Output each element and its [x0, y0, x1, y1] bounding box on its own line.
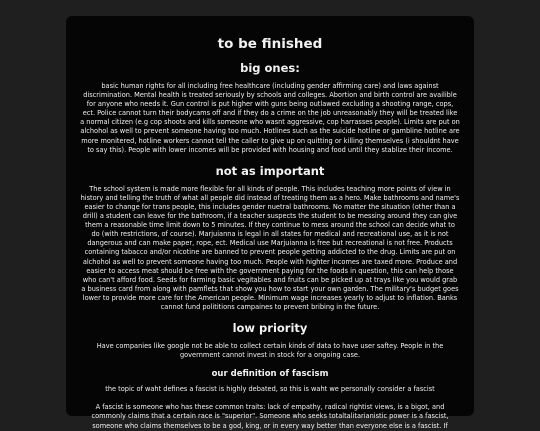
page-content	[66, 16, 474, 431]
section-heading-not-as-important: not as important	[215, 163, 325, 178]
section-body-big-ones: basic human rights for all including free healthcare (including gender affirming care) and laws against discrimination. Mental health is treated seriously by schools and colleges. Abortion and birth control are availible for anyone who needs it. Gun control is put higher with guns being outlawed excluding a shooting range, cops, ect. Police cannot turn their bodycams off and if they do a crime on the job unreasonably they will be treated like a normal citizen (e.g cop shoots and kills someone who wasnt aggressive, cop harrasses people). Limits are put on alchohol as well to prevent someone having too much. Hotlines such as the suicide hotline or gambline hotline are more monitered, hotline workers cannot tell the caller to give up on quitting or killing themselves (i shouldnt have to say this). People with lower incomes will be provided with housing and food until they stablize their income.	[80, 82, 460, 154]
section-heading-low-priority: low priority	[232, 321, 308, 336]
section-heading-big-ones: big ones:	[240, 61, 300, 75]
fascism-heading: our definition of fascism	[211, 369, 329, 380]
fascism-intro: the topic of waht defines a fascist is highly debated, so this is waht we personally consider a fascist	[105, 385, 435, 394]
page-card	[66, 16, 474, 430]
section-body-not-as-important: The school system is made more flexible for all kinds of people. This includes teaching more points of view in history and telling the truth of what all people did instead of treating them as a hero. Make bathrooms and name's easier to change for trans people, this includes gender nuetral bathrooms. No matter the situation (other than a drill) a student can leave for the bathroom, if a teacher suspects the student to be messing around they can give them a reasonable time limit down to 5 minutes. If they continue to mess around the school can decide what to do (with restrictions, of course). Marjuianna is legal in all states for medical and recreational use, as it is not dangerous and can make paper, rope, ect. Medical use Marjuianna is free but recreational is not free. Products containing tabacco and/or nicotine are banned to prevent people getting addicted to the drug. Limits are put on alchohol as well to prevent someone having too much. People with highter incomes are taxed more. Produce and easier to access meat should be free with the government paying for the foods in question, this can help those who can't afford food. Seeds for farming basic vegitables and fruits can be picked up at trays like you would grab a business card from along with pamflets that show you how to start your own garden. The military's budget goes lower to provide more care for the American people. Minimum wage increases yearly to adjust to inflation. Banks cannot fund polititions campaines to prevent bribing in the future.	[80, 184, 460, 311]
section-body-low-priority: Have companies like google not be able to collect certain kinds of data to have user saftey. People in the government cannot invest in stock for a ongoing case.	[96, 342, 444, 360]
page-title: to be finished	[217, 36, 323, 52]
fascism-body: A fascist is someone who has these common traits: lack of empathy, radical rightist views, is a bigot, and commonly claims that a certain race is "superior". Someone who seeks totaltalitarianistic power is a fascist, someone who claims themselves to be a god, king, or in every way better than everyone else is a fascist. If	[91, 403, 449, 430]
